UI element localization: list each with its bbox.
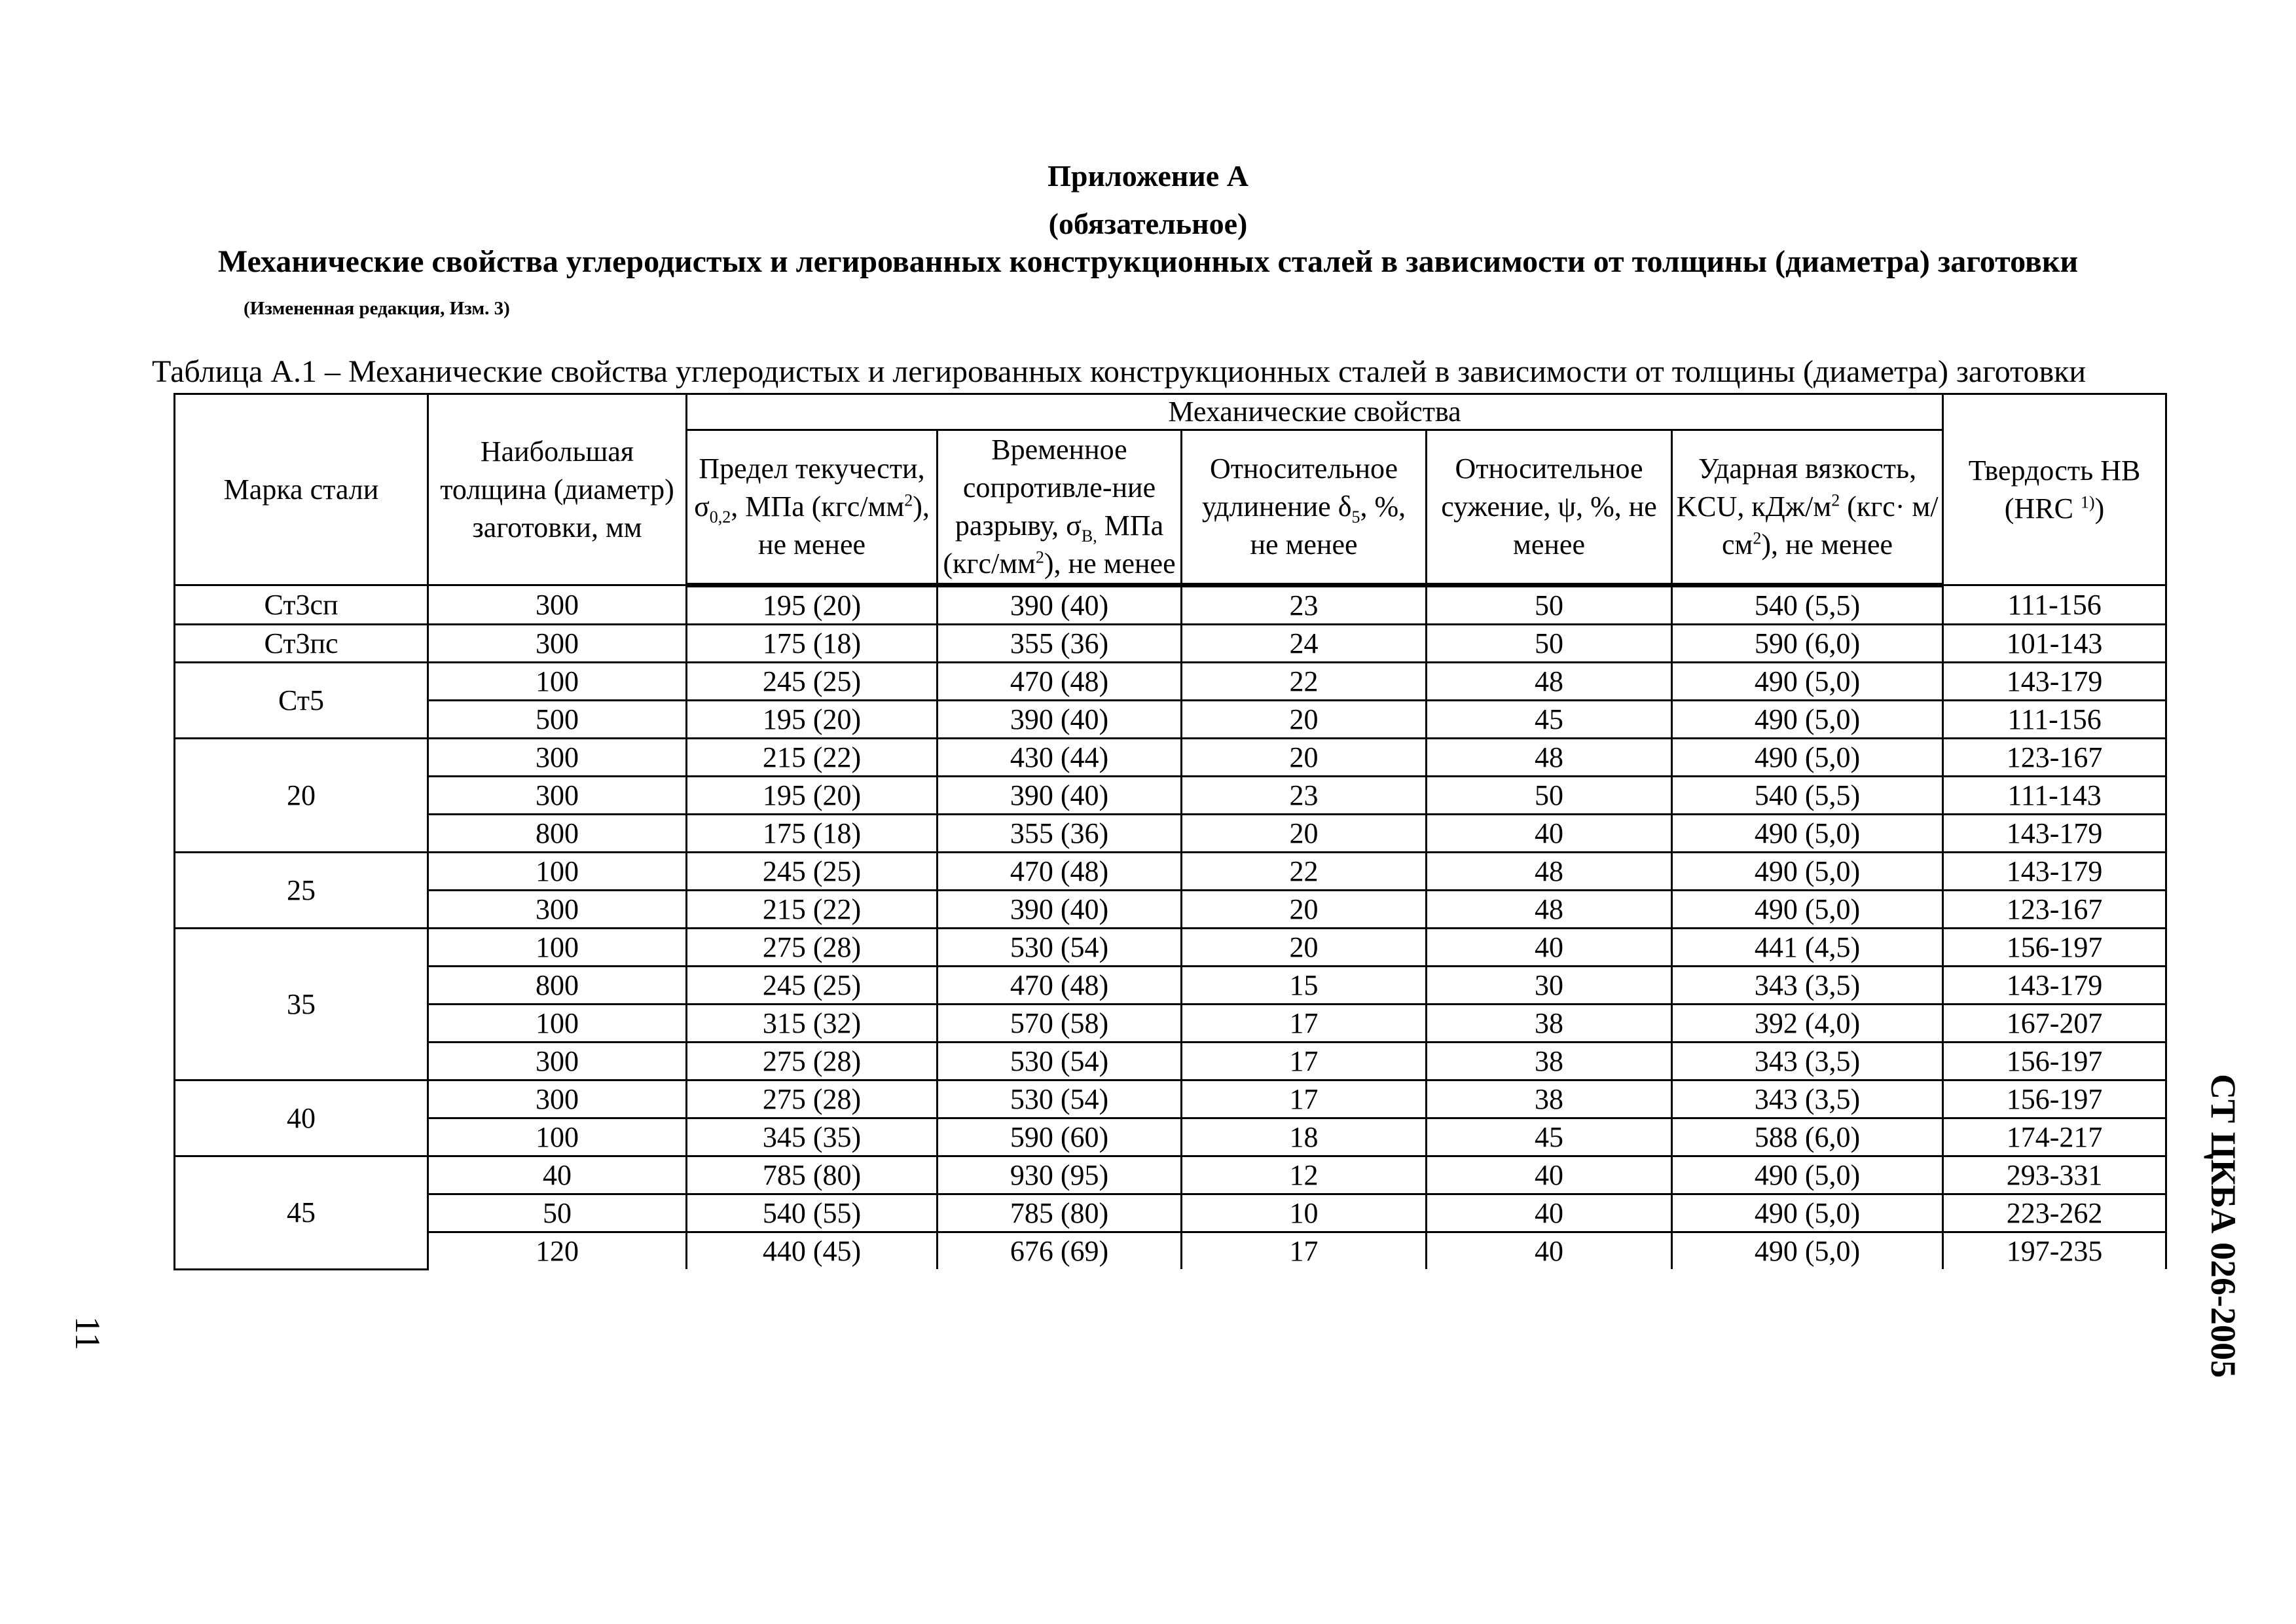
cell-reduction: 45: [1427, 701, 1672, 739]
cell-thickness: 300: [428, 1080, 687, 1118]
cell-elongation: 12: [1182, 1156, 1427, 1194]
cell-elongation: 17: [1182, 1005, 1427, 1043]
cell-tensile: 530 (54): [938, 929, 1182, 967]
cell-thickness: 500: [428, 701, 687, 739]
cell-steel-grade: 20: [175, 739, 428, 853]
cell-impact: 441 (4,5): [1672, 929, 1943, 967]
table-caption: Таблица А.1 – Механические свойства углеродистых и легированных конструкционных сталей в зависимости от толщины (диаметра) заготовки: [152, 354, 2086, 389]
cell-yield: 215 (22): [687, 891, 938, 929]
cell-impact: 590 (6,0): [1672, 625, 1943, 663]
cell-thickness: 50: [428, 1194, 687, 1232]
table-row: [175, 891, 2166, 929]
cell-hardness: 111-156: [1943, 701, 2166, 739]
cell-elongation: 23: [1182, 585, 1427, 625]
cell-elongation: 18: [1182, 1118, 1427, 1156]
cell-tensile: 676 (69): [938, 1232, 1182, 1270]
cell-yield: 245 (25): [687, 853, 938, 891]
cell-hardness: 111-143: [1943, 777, 2166, 815]
cell-tensile: 570 (58): [938, 1005, 1182, 1043]
mechanical-properties-table: [173, 393, 2167, 1270]
cell-hardness: 101-143: [1943, 625, 2166, 663]
cell-elongation: 15: [1182, 967, 1427, 1005]
table-row: [175, 701, 2166, 739]
cell-reduction: 48: [1427, 853, 1672, 891]
cell-hardness: 223-262: [1943, 1194, 2166, 1232]
cell-thickness: 120: [428, 1232, 687, 1270]
cell-elongation: 17: [1182, 1080, 1427, 1118]
cell-thickness: 300: [428, 625, 687, 663]
cell-tensile: 355 (36): [938, 815, 1182, 853]
header-impact-toughness: Ударная вязкость, KCU, кДж/$м^2$ $(кгс\cdot м/см^2)$, не менее: [1672, 430, 1943, 585]
cell-tensile: 390 (40): [938, 891, 1182, 929]
cell-reduction: 38: [1427, 1043, 1672, 1080]
appendix-status: (обязательное): [1048, 207, 1248, 240]
cell-yield: 540 (55): [687, 1194, 938, 1232]
cell-tensile: 390 (40): [938, 701, 1182, 739]
cell-thickness: 300: [428, 1043, 687, 1080]
cell-elongation: 23: [1182, 777, 1427, 815]
revision-note: (Измененная редакция, Изм. 3): [244, 298, 510, 319]
cell-hardness: 293-331: [1943, 1156, 2166, 1194]
cell-impact: 490 (5,0): [1672, 701, 1943, 739]
cell-tensile: 390 (40): [938, 777, 1182, 815]
cell-impact: 490 (5,0): [1672, 1156, 1943, 1194]
cell-steel-grade: Ст3сп: [175, 585, 428, 625]
cell-yield: 440 (45): [687, 1232, 938, 1270]
cell-tensile: 530 (54): [938, 1080, 1182, 1118]
cell-reduction: 50: [1427, 777, 1672, 815]
table-row: [175, 1080, 2166, 1118]
cell-thickness: 40: [428, 1156, 687, 1194]
cell-tensile: 590 (60): [938, 1118, 1182, 1156]
cell-reduction: 40: [1427, 1156, 1672, 1194]
cell-reduction: 38: [1427, 1080, 1672, 1118]
header-tensile-strength: Временное сопротивле-ние разрыву, $\sigma_{В,}$ МПа $(кгс/мм^2)$, не менее: [938, 430, 1182, 585]
cell-thickness: 300: [428, 739, 687, 777]
header-steel-grade: Марка стали: [175, 394, 428, 585]
cell-steel-grade: 40: [175, 1080, 428, 1156]
cell-tensile: 530 (54): [938, 1043, 1182, 1080]
header-max-thickness: Наибольшая толщина (диаметр) заготовки, мм: [428, 394, 687, 585]
table-row: [175, 815, 2166, 853]
cell-tensile: 930 (95): [938, 1156, 1182, 1194]
cell-reduction: 40: [1427, 1194, 1672, 1232]
cell-reduction: 50: [1427, 625, 1672, 663]
cell-hardness: 156-197: [1943, 929, 2166, 967]
header-reduction-of-area: Относительное сужение, ψ, %, не менее: [1427, 430, 1672, 585]
cell-elongation: 20: [1182, 701, 1427, 739]
cell-elongation: 17: [1182, 1232, 1427, 1270]
cell-yield: 195 (20): [687, 701, 938, 739]
table-row: [175, 663, 2166, 701]
table-row: [175, 1118, 2166, 1156]
cell-yield: 245 (25): [687, 967, 938, 1005]
cell-tensile: 470 (48): [938, 663, 1182, 701]
cell-thickness: 100: [428, 1118, 687, 1156]
cell-impact: 490 (5,0): [1672, 891, 1943, 929]
cell-impact: 490 (5,0): [1672, 1232, 1943, 1270]
cell-impact: 343 (3,5): [1672, 967, 1943, 1005]
cell-impact: 343 (3,5): [1672, 1043, 1943, 1080]
cell-hardness: 111-156: [1943, 585, 2166, 625]
cell-impact: 588 (6,0): [1672, 1118, 1943, 1156]
cell-reduction: 50: [1427, 585, 1672, 625]
document-code: СТ ЦКБА 026-2005: [2204, 1074, 2243, 1378]
cell-yield: 315 (32): [687, 1005, 938, 1043]
table-row: [175, 1232, 2166, 1270]
cell-yield: 175 (18): [687, 815, 938, 853]
cell-reduction: 48: [1427, 663, 1672, 701]
cell-tensile: 470 (48): [938, 967, 1182, 1005]
header-hardness: Твердость НВ (HRC $^{1)}$): [1943, 394, 2166, 585]
cell-hardness: 167-207: [1943, 1005, 2166, 1043]
table-row: [175, 1156, 2166, 1194]
table-row: [175, 1194, 2166, 1232]
cell-hardness: 156-197: [1943, 1043, 2166, 1080]
cell-tensile: 355 (36): [938, 625, 1182, 663]
cell-thickness: 300: [428, 585, 687, 625]
cell-thickness: 300: [428, 891, 687, 929]
cell-hardness: 197-235: [1943, 1232, 2166, 1270]
cell-elongation: 22: [1182, 853, 1427, 891]
cell-reduction: 40: [1427, 1232, 1672, 1270]
table-row: [175, 967, 2166, 1005]
cell-hardness: 156-197: [1943, 1080, 2166, 1118]
cell-yield: 785 (80): [687, 1156, 938, 1194]
cell-steel-grade: 45: [175, 1156, 428, 1270]
table-row: [175, 1005, 2166, 1043]
cell-elongation: 20: [1182, 891, 1427, 929]
page-number: 11: [68, 1316, 107, 1350]
appendix-title: Приложение А: [1048, 159, 1248, 193]
cell-hardness: 143-179: [1943, 663, 2166, 701]
cell-reduction: 40: [1427, 815, 1672, 853]
cell-hardness: 143-179: [1943, 815, 2166, 853]
cell-reduction: 38: [1427, 1005, 1672, 1043]
cell-yield: 275 (28): [687, 1043, 938, 1080]
cell-tensile: 785 (80): [938, 1194, 1182, 1232]
header-mechanical-properties: Механические свойства: [687, 394, 1943, 430]
cell-yield: 195 (20): [687, 585, 938, 625]
header-yield-strength: Предел текучести, $\sigma_{0,2}$, МПа $(кгс/мм^2)$, не менее: [687, 430, 938, 585]
cell-yield: 215 (22): [687, 739, 938, 777]
cell-elongation: 22: [1182, 663, 1427, 701]
cell-thickness: 800: [428, 967, 687, 1005]
cell-elongation: 20: [1182, 815, 1427, 853]
appendix-subtitle: Механические свойства углеродистых и легированных конструкционных сталей в зависимости от толщины (диаметра) заготовки: [217, 244, 2079, 279]
cell-tensile: 390 (40): [938, 585, 1182, 625]
cell-yield: 275 (28): [687, 1080, 938, 1118]
cell-steel-grade: Ст5: [175, 663, 428, 739]
cell-thickness: 100: [428, 853, 687, 891]
cell-hardness: 143-179: [1943, 967, 2166, 1005]
cell-thickness: 300: [428, 777, 687, 815]
cell-impact: 490 (5,0): [1672, 853, 1943, 891]
cell-tensile: 470 (48): [938, 853, 1182, 891]
cell-reduction: 48: [1427, 739, 1672, 777]
table-row: [175, 625, 2166, 663]
cell-reduction: 48: [1427, 891, 1672, 929]
table-row: [175, 929, 2166, 967]
cell-impact: 343 (3,5): [1672, 1080, 1943, 1118]
cell-thickness: 100: [428, 1005, 687, 1043]
cell-elongation: 20: [1182, 739, 1427, 777]
table-row: [175, 739, 2166, 777]
table-row: [175, 585, 2166, 625]
cell-impact: 392 (4,0): [1672, 1005, 1943, 1043]
cell-hardness: 123-167: [1943, 739, 2166, 777]
cell-reduction: 45: [1427, 1118, 1672, 1156]
cell-impact: 490 (5,0): [1672, 663, 1943, 701]
cell-elongation: 24: [1182, 625, 1427, 663]
table-row: [175, 853, 2166, 891]
cell-impact: 540 (5,5): [1672, 585, 1943, 625]
cell-tensile: 430 (44): [938, 739, 1182, 777]
cell-yield: 345 (35): [687, 1118, 938, 1156]
table-body: [175, 585, 2166, 1270]
cell-yield: 245 (25): [687, 663, 938, 701]
cell-elongation: 17: [1182, 1043, 1427, 1080]
cell-elongation: 20: [1182, 929, 1427, 967]
cell-thickness: 100: [428, 663, 687, 701]
cell-reduction: 40: [1427, 929, 1672, 967]
cell-elongation: 10: [1182, 1194, 1427, 1232]
cell-yield: 195 (20): [687, 777, 938, 815]
table-row: [175, 1043, 2166, 1080]
cell-impact: 490 (5,0): [1672, 815, 1943, 853]
cell-impact: 540 (5,5): [1672, 777, 1943, 815]
header-elongation: Относительное удлинение $\delta_5$, %, не менее: [1182, 430, 1427, 585]
cell-reduction: 30: [1427, 967, 1672, 1005]
cell-thickness: 800: [428, 815, 687, 853]
cell-yield: 175 (18): [687, 625, 938, 663]
cell-steel-grade: Ст3пс: [175, 625, 428, 663]
table-row: [175, 777, 2166, 815]
cell-steel-grade: 35: [175, 929, 428, 1080]
cell-impact: 490 (5,0): [1672, 739, 1943, 777]
cell-hardness: 143-179: [1943, 853, 2166, 891]
cell-hardness: 174-217: [1943, 1118, 2166, 1156]
cell-yield: 275 (28): [687, 929, 938, 967]
cell-hardness: 123-167: [1943, 891, 2166, 929]
cell-steel-grade: 25: [175, 853, 428, 929]
cell-thickness: 100: [428, 929, 687, 967]
cell-impact: 490 (5,0): [1672, 1194, 1943, 1232]
